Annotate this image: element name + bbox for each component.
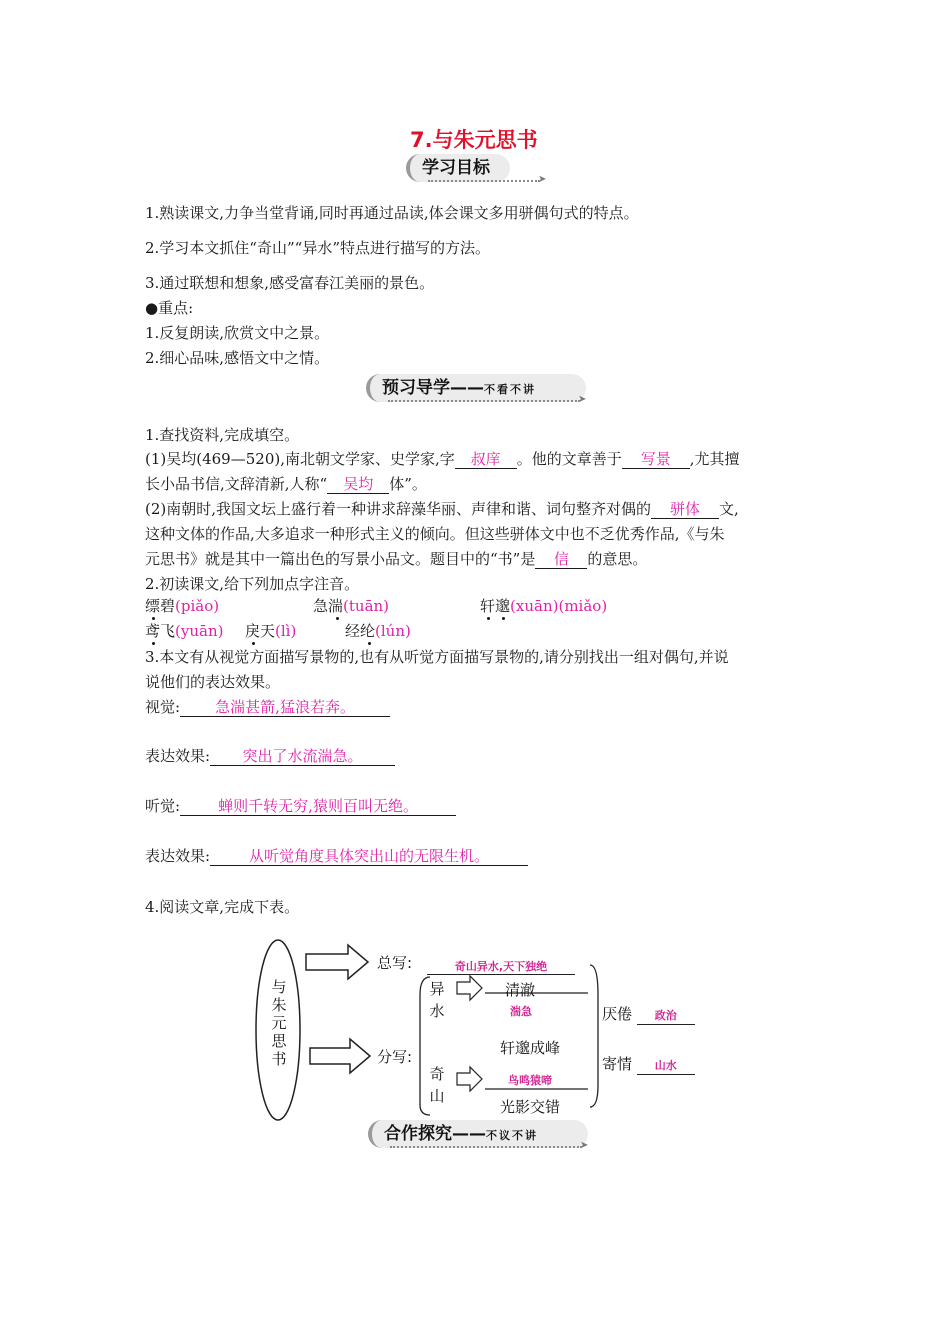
- q1-text: 体”。: [389, 475, 427, 493]
- general-answer: 奇山异水,天下独绝: [427, 958, 575, 975]
- pinyin-answer: [343, 597, 389, 615]
- goal-item: 3.通过联想和想象,感受富春江美丽的景色。: [145, 274, 435, 292]
- question-1-line: [145, 549, 647, 569]
- effect-row: [145, 746, 395, 766]
- pinyin-item: [480, 596, 607, 616]
- q1-text: (1)吴均(469—520),南北朝文学家、史学家,字: [145, 450, 455, 468]
- question-1-line: 这种文体的作品,大多追求一种形式主义的倾向。但这些骈体文中也不乏优秀作品,《与朱: [145, 525, 725, 543]
- key-point-item: 2.细心品味,感悟文中之情。: [145, 349, 330, 367]
- water-char: 异: [429, 980, 445, 998]
- section-banner-preview: [366, 370, 588, 410]
- mountain-answer: 鸟鸣猿啼: [508, 1074, 552, 1087]
- center-title: [271, 978, 287, 1068]
- section-title-inquiry-text: 合作探究: [384, 1124, 452, 1144]
- arrow-icon: ➤: [538, 174, 547, 185]
- answer-blank: 吴均: [327, 475, 389, 494]
- paren: (: [343, 597, 349, 615]
- answer-blank: 急湍甚箭,猛浪若奔。: [180, 698, 390, 717]
- pinyin-word: 轩邈: [480, 597, 511, 615]
- q1-text: 的意思。: [587, 550, 648, 568]
- question-1-line: [145, 449, 740, 469]
- water-item: 清澈: [505, 981, 536, 999]
- banner-dash: ——: [450, 378, 484, 398]
- water-char: 水: [429, 1002, 445, 1020]
- answer-blank: 信: [535, 550, 587, 569]
- water-label: [429, 978, 445, 1022]
- section-title-preview: [366, 374, 586, 402]
- paren: ): [383, 597, 390, 615]
- answer-blank: 叔庠: [455, 450, 517, 469]
- banner-dash: ——: [452, 1124, 486, 1144]
- emphasis-dot: [487, 617, 490, 620]
- arrow-detail-icon: [310, 1039, 370, 1073]
- paren: ): [213, 597, 220, 615]
- section-title-goals: 学习目标: [406, 154, 510, 182]
- question-1-line: [145, 499, 739, 519]
- paren: (: [175, 597, 181, 615]
- pinyin-answer: [175, 622, 223, 640]
- effect-row: [145, 846, 528, 866]
- emphasis-dot: [502, 617, 505, 620]
- effect-label: 表达效果:: [145, 847, 211, 865]
- section-subtitle-inquiry: 不议不讲: [486, 1129, 538, 1142]
- mountain-item: 轩邈成峰: [500, 1039, 561, 1057]
- pinyin-word: 鸢飞: [145, 622, 176, 640]
- emphasis-dot: [152, 642, 155, 645]
- q1-text: 元思书》就是其中一篇出色的写景小品文。题目中的“书”是: [145, 550, 536, 568]
- feeling-bracket: [590, 965, 598, 1107]
- question-3-head: 说他们的表达效果。: [145, 673, 281, 691]
- water-answer: 湍急: [510, 1005, 532, 1018]
- center-char: 与: [271, 978, 287, 996]
- emphasis-dot: [152, 617, 155, 620]
- goal-item: 1.熟读课文,力争当堂背诵,同时再通过品读,体会课文多用骈偶句式的特点。: [145, 204, 639, 222]
- q1-text: (2)南朝时,我国文坛上盛行着一种讲求辞藻华丽、声律和谐、词句整齐对偶的: [145, 500, 652, 518]
- section-title-preview-text: 预习导学: [382, 378, 450, 398]
- visual-row: [145, 697, 390, 717]
- pinyin-word: 急湍: [313, 597, 344, 615]
- mountain-item: 光影交错: [500, 1098, 561, 1116]
- effect-label: 表达效果:: [145, 747, 211, 765]
- answer-blank: 骈体: [651, 500, 719, 519]
- pinyin-text: piǎo: [180, 597, 214, 615]
- visual-label: 视觉:: [145, 698, 181, 716]
- q1-text: 长小品书信,文辞清新,人称“: [145, 475, 328, 493]
- paren: )(: [552, 597, 565, 615]
- banner-divider: [428, 180, 540, 182]
- mountain-char: 奇: [429, 1065, 445, 1083]
- pinyin-answer: [375, 622, 411, 640]
- paren: ): [601, 597, 608, 615]
- emphasis-dot: [368, 642, 371, 645]
- paren: ): [217, 622, 224, 640]
- paren: (: [510, 597, 516, 615]
- q1-text: 文,: [719, 500, 739, 518]
- pinyin-text: xuān: [515, 597, 553, 615]
- mountain-char: 山: [429, 1087, 445, 1105]
- question-4-head: 4.阅读文章,完成下表。: [145, 898, 300, 916]
- pinyin-item: [145, 621, 223, 641]
- arrow-water-icon: [457, 976, 482, 1000]
- pinyin-item: [145, 596, 219, 616]
- question-1-head: 1.查找资料,完成填空。: [145, 426, 300, 444]
- general-label: 总写:: [377, 954, 413, 972]
- arrow-icon: ➤: [580, 1140, 589, 1151]
- center-char: 朱: [271, 996, 287, 1014]
- answer-blank: 突出了水流湍急。: [210, 747, 395, 766]
- pinyin-word: 戾天: [245, 622, 276, 640]
- page-title: 7.与朱元思书: [410, 128, 538, 152]
- key-points-label: ●重点:: [145, 299, 194, 317]
- banner-divider: [388, 400, 580, 402]
- feeling-label: 厌倦: [602, 1005, 633, 1023]
- feeling-answer: 山水: [637, 1058, 695, 1075]
- center-char: 元: [271, 1014, 287, 1032]
- key-point-item: 1.反复朗读,欣赏文中之景。: [145, 324, 330, 342]
- feeling-label: 寄情: [602, 1055, 633, 1073]
- section-subtitle-preview: 不看不讲: [484, 383, 536, 396]
- answer-blank: 写景: [622, 450, 690, 469]
- hearing-label: 听觉:: [145, 797, 181, 815]
- center-char: 思: [271, 1032, 287, 1050]
- mountain-label: [429, 1063, 445, 1107]
- section-title-inquiry: [368, 1120, 588, 1148]
- emphasis-dot: [252, 642, 255, 645]
- pinyin-text: yuān: [180, 622, 218, 640]
- feeling-answer: 政治: [637, 1008, 695, 1025]
- paren: ): [405, 622, 411, 640]
- question-3-head: 3.本文有从视觉方面描写景物的,也有从听觉方面描写景物的,请分别找出一组对偶句,并说: [145, 648, 729, 666]
- paren: (: [375, 622, 381, 640]
- arrow-general-icon: [306, 945, 368, 979]
- feeling-row: [602, 1003, 695, 1025]
- question-1-line: [145, 474, 427, 494]
- q1-text: 。他的文章善于: [516, 450, 622, 468]
- pinyin-answer: [175, 597, 219, 615]
- q1-text: ,尤其擅: [689, 450, 740, 468]
- detail-label: 分写:: [377, 1048, 413, 1066]
- arrow-icon: ➤: [578, 394, 587, 405]
- paren: ): [290, 622, 297, 640]
- pinyin-item: [313, 596, 389, 616]
- answer-blank: 蝉则千转无穷,猿则百叫无绝。: [180, 797, 456, 816]
- emphasis-dot: [336, 617, 339, 620]
- pinyin-item: [345, 621, 411, 641]
- answer-blank: 从听觉角度具体突出山的无限生机。: [210, 847, 528, 866]
- pinyin-text: lún: [380, 622, 405, 640]
- pinyin-text: tuān: [348, 597, 384, 615]
- paren: (: [175, 622, 181, 640]
- pinyin-text: miǎo: [564, 597, 602, 615]
- pinyin-item: [245, 621, 296, 641]
- pinyin-word: 经纶: [345, 622, 376, 640]
- pinyin-answer: [275, 622, 296, 640]
- paren: (: [275, 622, 281, 640]
- question-2-head: 2.初读课文,给下列加点字注音。: [145, 575, 360, 593]
- hearing-row: [145, 796, 456, 816]
- feeling-row: [602, 1053, 695, 1075]
- section-banner-inquiry: [368, 1116, 590, 1156]
- goal-item: 2.学习本文抓住“奇山”“异水”特点进行描写的方法。: [145, 239, 490, 257]
- pinyin-text: lì: [280, 622, 291, 640]
- pinyin-answer: [510, 597, 607, 615]
- center-char: 书: [271, 1050, 287, 1068]
- banner-divider: [390, 1146, 582, 1148]
- section-banner-goals: [406, 150, 546, 190]
- pinyin-word: 缥碧: [145, 597, 176, 615]
- arrow-mountain-icon: [457, 1067, 482, 1091]
